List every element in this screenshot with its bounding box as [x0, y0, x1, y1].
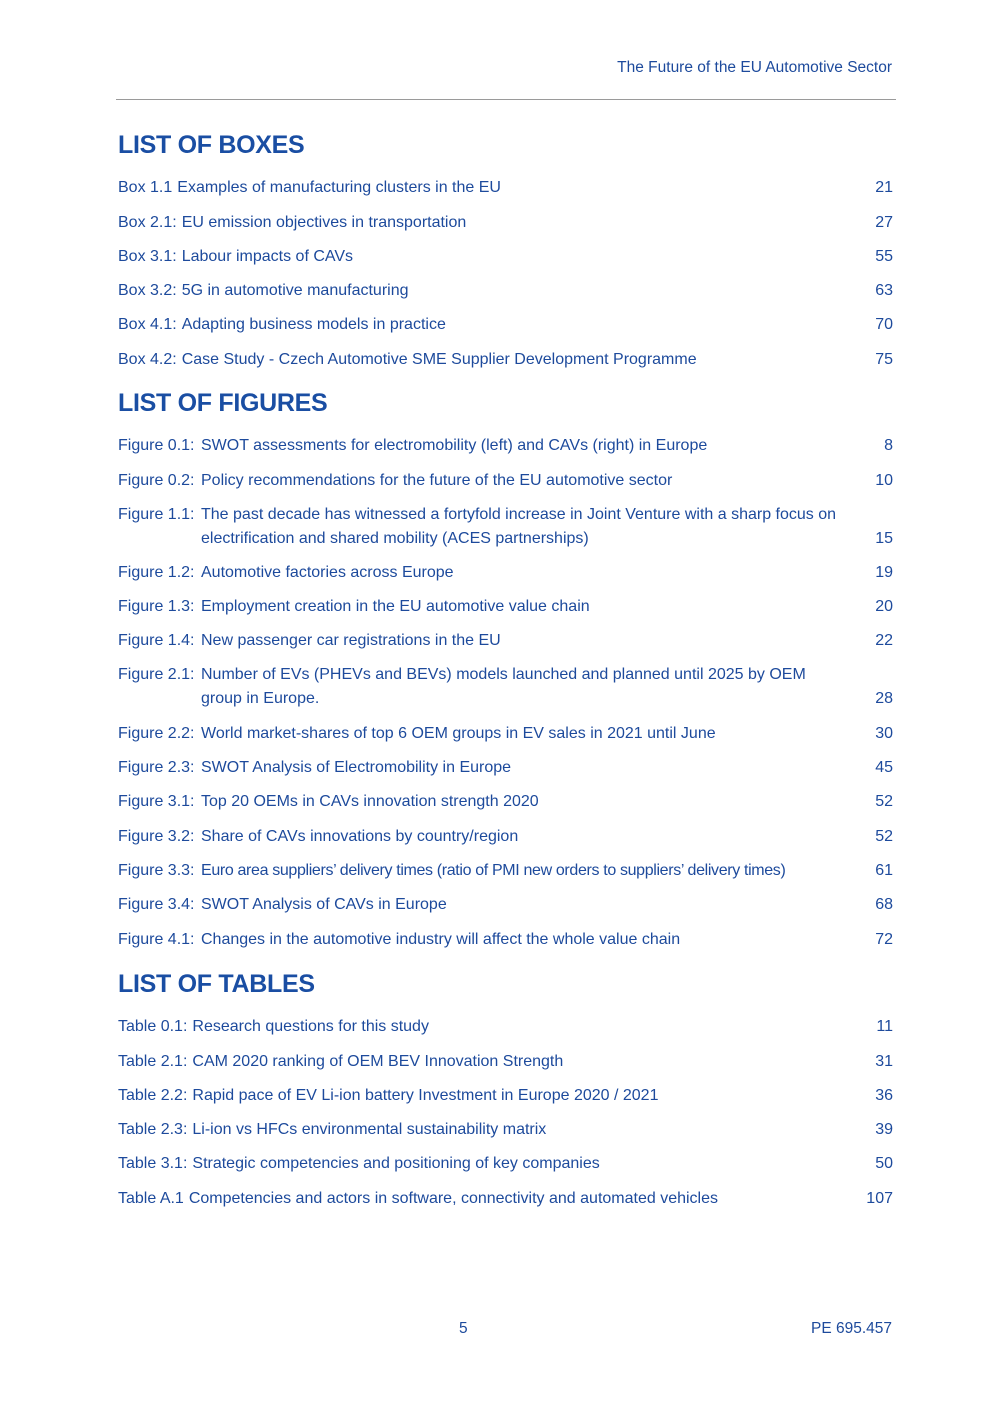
- header-divider: [116, 99, 896, 100]
- entry-page-number: 55: [875, 247, 893, 265]
- toc-entry-table-0-1[interactable]: [118, 1005, 893, 1039]
- toc-entry-figure-1-3[interactable]: [118, 585, 893, 619]
- entry-page-number: 52: [875, 827, 893, 845]
- entry-number: Table 2.2:: [118, 1086, 188, 1104]
- toc-entry-box-3-1[interactable]: [118, 235, 893, 269]
- toc-entry-table-a-1[interactable]: [118, 1176, 893, 1210]
- entry-title: Changes in the automotive industry will affect the whole value chain: [201, 930, 681, 948]
- entry-number: Figure 3.2:: [118, 827, 195, 845]
- entry-title: Employment creation in the EU automotive value chain: [201, 598, 590, 616]
- entry-page-number: 63: [875, 282, 893, 300]
- entry-title: EU emission objectives in transportation: [181, 213, 467, 231]
- entry-number: Figure 3.4:: [118, 896, 195, 914]
- list-of-figures: [118, 424, 893, 952]
- entry-page-number: 72: [875, 930, 893, 948]
- list-of-tables: [118, 1005, 893, 1211]
- entry-title: SWOT Analysis of Electromobility in Europe: [201, 759, 512, 777]
- toc-entry-figure-1-4[interactable]: [118, 619, 893, 653]
- entry-title: New passenger car registrations in the EU: [201, 632, 501, 650]
- toc-entry-figure-2-2[interactable]: [118, 711, 893, 745]
- toc-entry-box-1-1[interactable]: [118, 166, 893, 200]
- toc-entry-figure-1-2[interactable]: [118, 551, 893, 585]
- entry-title: Case Study - Czech Automotive SME Supplier Development Programme: [181, 350, 697, 368]
- toc-entry-box-4-1[interactable]: [118, 303, 893, 337]
- toc-entry-figure-3-4[interactable]: [118, 883, 893, 917]
- toc-entry-table-3-1[interactable]: [118, 1142, 893, 1176]
- entry-number: Figure 0.1:: [118, 437, 195, 455]
- entry-page-number: 19: [875, 563, 893, 581]
- entry-page-number: 20: [875, 598, 893, 616]
- toc-entry-box-2-1[interactable]: [118, 200, 893, 234]
- entry-number: Table A.1: [118, 1189, 184, 1207]
- entry-title: Top 20 OEMs in CAVs innovation strength 2020: [201, 793, 539, 811]
- entry-page-number: 68: [875, 896, 893, 914]
- entry-number: Box 4.1:: [118, 316, 177, 334]
- entry-title: Adapting business models in practice: [181, 316, 446, 334]
- entry-page-number: 11: [876, 1018, 893, 1036]
- entry-title: Number of EVs (PHEVs and BEVs) models launched and planned until 2025 by OEM group in Europe.: [201, 666, 806, 708]
- entry-page-number: 15: [875, 529, 893, 547]
- toc-entry-figure-1-1[interactable]: [118, 493, 893, 551]
- entry-title: Policy recommendations for the future of the EU automotive sector: [201, 471, 673, 489]
- entry-title: Examples of manufacturing clusters in the EU: [177, 179, 501, 197]
- list-of-boxes: [118, 166, 893, 372]
- toc-entry-figure-3-2[interactable]: [118, 814, 893, 848]
- entry-page-number: 21: [875, 179, 893, 197]
- footer-document-reference: PE 695.457: [810, 1320, 892, 1337]
- toc-entry-figure-2-3[interactable]: [118, 746, 893, 780]
- entry-number: Box 3.1:: [118, 247, 177, 265]
- entry-number: Figure 0.2:: [118, 471, 195, 489]
- entry-number: Figure 3.1:: [118, 793, 195, 811]
- entry-number: Table 0.1:: [118, 1018, 188, 1036]
- footer-page-number: 5: [459, 1320, 468, 1337]
- toc-entry-box-3-2[interactable]: [118, 269, 893, 303]
- entry-number: Figure 2.1:: [118, 666, 195, 684]
- entry-page-number: 61: [875, 861, 893, 879]
- entry-title: World market-shares of top 6 OEM groups in EV sales in 2021 until June: [201, 724, 716, 742]
- entry-title: Li-ion vs HFCs environmental sustainability matrix: [192, 1121, 547, 1139]
- toc-entry-figure-3-1[interactable]: [118, 780, 893, 814]
- list-of-boxes-heading: LIST OF BOXES: [118, 131, 305, 159]
- entry-title: Labour impacts of CAVs: [181, 247, 354, 265]
- entry-page-number: 75: [875, 350, 893, 368]
- entry-page-number: 27: [875, 213, 893, 231]
- toc-entry-figure-4-1[interactable]: [118, 917, 893, 951]
- entry-number: Box 1.1: [118, 179, 173, 197]
- running-header-title: The Future of the EU Automotive Sector: [617, 59, 892, 76]
- entry-title: Euro area suppliers’ delivery times (ratio of PMI new orders to suppliers’ delivery times): [201, 861, 786, 879]
- entry-number: Figure 2.3:: [118, 759, 195, 777]
- entry-number: Figure 3.3:: [118, 861, 195, 879]
- toc-entry-figure-0-2[interactable]: [118, 458, 893, 492]
- entry-number: Table 2.1:: [118, 1052, 188, 1070]
- toc-entry-table-2-2[interactable]: [118, 1074, 893, 1108]
- entry-title: Strategic competencies and positioning of key companies: [192, 1155, 600, 1173]
- entry-number: Figure 1.4:: [118, 632, 195, 650]
- entry-number: Figure 4.1:: [118, 930, 195, 948]
- entry-number: Table 3.1:: [118, 1155, 188, 1173]
- entry-number: Box 3.2:: [118, 282, 177, 300]
- entry-number: Figure 2.2:: [118, 724, 195, 742]
- entry-title: CAM 2020 ranking of OEM BEV Innovation Strength: [192, 1052, 564, 1070]
- list-of-tables-heading: LIST OF TABLES: [118, 970, 315, 998]
- entry-page-number: 22: [875, 632, 893, 650]
- entry-page-number: 10: [875, 471, 893, 489]
- entry-page-number: 28: [875, 690, 893, 708]
- toc-entry-table-2-1[interactable]: [118, 1039, 893, 1073]
- entry-number: Box 4.2:: [118, 350, 177, 368]
- entry-page-number: 31: [875, 1052, 893, 1070]
- toc-entry-table-2-3[interactable]: [118, 1108, 893, 1142]
- toc-entry-figure-0-1[interactable]: [118, 424, 893, 458]
- list-of-figures-heading: LIST OF FIGURES: [118, 389, 328, 417]
- entry-title: Competencies and actors in software, connectivity and automated vehicles: [188, 1189, 718, 1207]
- entry-page-number: 107: [866, 1189, 893, 1207]
- entry-title: The past decade has witnessed a fortyfold increase in Joint Venture with a sharp focus on electrification and shared mobility (ACES partnerships): [201, 505, 837, 547]
- entry-page-number: 70: [875, 316, 893, 334]
- entry-page-number: 8: [884, 437, 893, 455]
- toc-entry-box-4-2[interactable]: [118, 337, 893, 371]
- entry-title: Share of CAVs innovations by country/region: [201, 827, 519, 845]
- entry-number: Figure 1.2:: [118, 563, 195, 581]
- toc-entry-figure-3-3[interactable]: [118, 849, 893, 883]
- entry-title: Research questions for this study: [192, 1018, 429, 1036]
- entry-title: Rapid pace of EV Li-ion battery Investment in Europe 2020 / 2021: [192, 1086, 659, 1104]
- entry-number: Table 2.3:: [118, 1121, 188, 1139]
- entry-page-number: 45: [875, 759, 893, 777]
- toc-entry-figure-2-1[interactable]: [118, 653, 893, 711]
- entry-page-number: 39: [875, 1121, 893, 1139]
- entry-number: Figure 1.3:: [118, 598, 195, 616]
- entry-page-number: 36: [875, 1086, 893, 1104]
- entry-title: SWOT assessments for electromobility (left) and CAVs (right) in Europe: [201, 437, 708, 455]
- entry-title: SWOT Analysis of CAVs in Europe: [201, 896, 447, 914]
- entry-title: Automotive factories across Europe: [201, 563, 454, 581]
- entry-title: 5G in automotive manufacturing: [181, 282, 409, 300]
- entry-page-number: 30: [875, 724, 893, 742]
- entry-page-number: 52: [875, 793, 893, 811]
- entry-number: Figure 1.1:: [118, 505, 195, 523]
- entry-page-number: 50: [875, 1155, 893, 1173]
- entry-number: Box 2.1:: [118, 213, 177, 231]
